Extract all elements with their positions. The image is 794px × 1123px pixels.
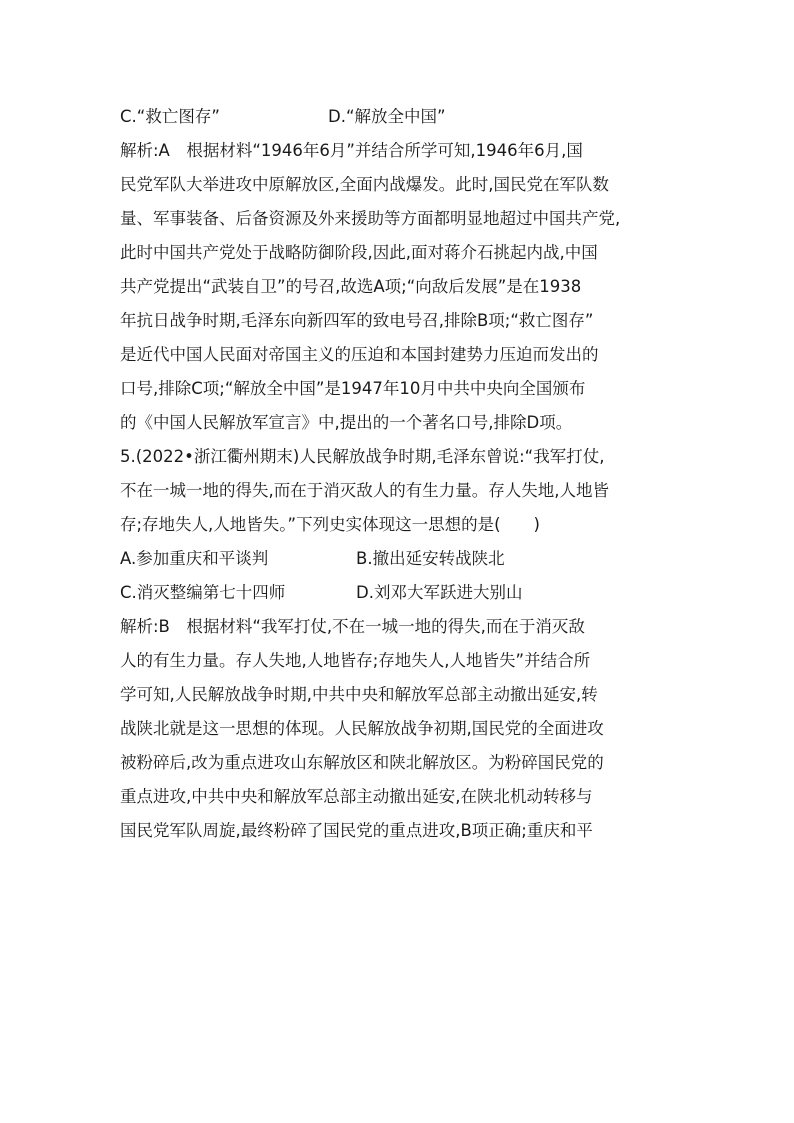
analysis-line: 口号,排除C项;“解放全中国”是1947年10月中共中央向全国颁布: [120, 379, 586, 398]
analysis-line: 共产党提出“武装自卫”的号召,故选A项;“向敌后发展”是在1938: [120, 277, 582, 296]
analysis-line: 此时中国共产党处于战略防御阶段,因此,面对蒋介石挑起内战,中国: [120, 243, 598, 262]
analysis-line: 被粉碎后,改为重点进攻山东解放区和陕北解放区。为粉碎国民党的: [120, 753, 604, 772]
question-stem-line: 不在一城一地的得失,而在于消灭敌人的有生力量。存人失地,人地皆: [120, 481, 609, 500]
question5-options-row-1: [120, 542, 676, 576]
analysis-line: 学可知,人民解放战争时期,中共中央和解放军总部主动撤出延安,转: [120, 685, 598, 704]
analysis-line: 重点进攻,中共中央和解放军总部主动撤出延安,在陕北机动转移与: [120, 787, 593, 806]
option-d: D.刘邓大军跃进大别山: [356, 583, 523, 602]
analysis-line: 解析:A 根据材料“1946年6月”并结合所学可知,1946年6月,国: [120, 141, 583, 160]
analysis-line: 量、军事装备、后备资源及外来援助等方面都明显地超过中国共产党,: [120, 209, 621, 228]
question-stem-line: 存;存地失人,人地皆失。”下列史实体现这一思想的是( ): [120, 515, 540, 534]
option-c: C.消灭整编第七十四师: [120, 583, 286, 602]
analysis-line: 年抗日战争时期,毛泽东向新四军的致电号召,排除B项;“救亡图存”: [120, 311, 594, 330]
analysis-line: 战陕北就是这一思想的体现。人民解放战争初期,国民党的全面进攻: [120, 719, 604, 738]
analysis-line: 人的有生力量。存人失地,人地皆存;存地失人,人地皆失”并结合所: [120, 651, 591, 670]
document-content: [120, 100, 676, 848]
question5-options-row-2: [120, 576, 676, 610]
question-stem-line: 5.(2022•浙江衢州期末)人民解放战争时期,毛泽东曾说:“我军打仗,: [120, 447, 605, 466]
analysis-line: 国民党军队周旋,最终粉碎了国民党的重点进攻,B项正确;重庆和平: [120, 821, 593, 840]
option-d: D.“解放全中国”: [328, 107, 446, 126]
analysis-line: 民党军队大举进攻中原解放区,全面内战爆发。此时,国民党在军队数: [120, 175, 609, 194]
question4-options-row: [120, 100, 676, 134]
analysis-line: 是近代中国人民面对帝国主义的压迫和本国封建势力压迫而发出的: [120, 345, 599, 364]
analysis-line: 解析:B 根据材料“我军打仗,不在一城一地的得失,而在于消灭敌: [120, 617, 585, 636]
option-b: B.撤出延安转战陕北: [356, 549, 505, 568]
analysis-line: 的《中国人民解放军宣言》中,提出的一个著名口号,排除D项。: [120, 413, 573, 432]
option-c: C.“救亡图存”: [120, 107, 220, 126]
option-a: A.参加重庆和平谈判: [120, 549, 269, 568]
